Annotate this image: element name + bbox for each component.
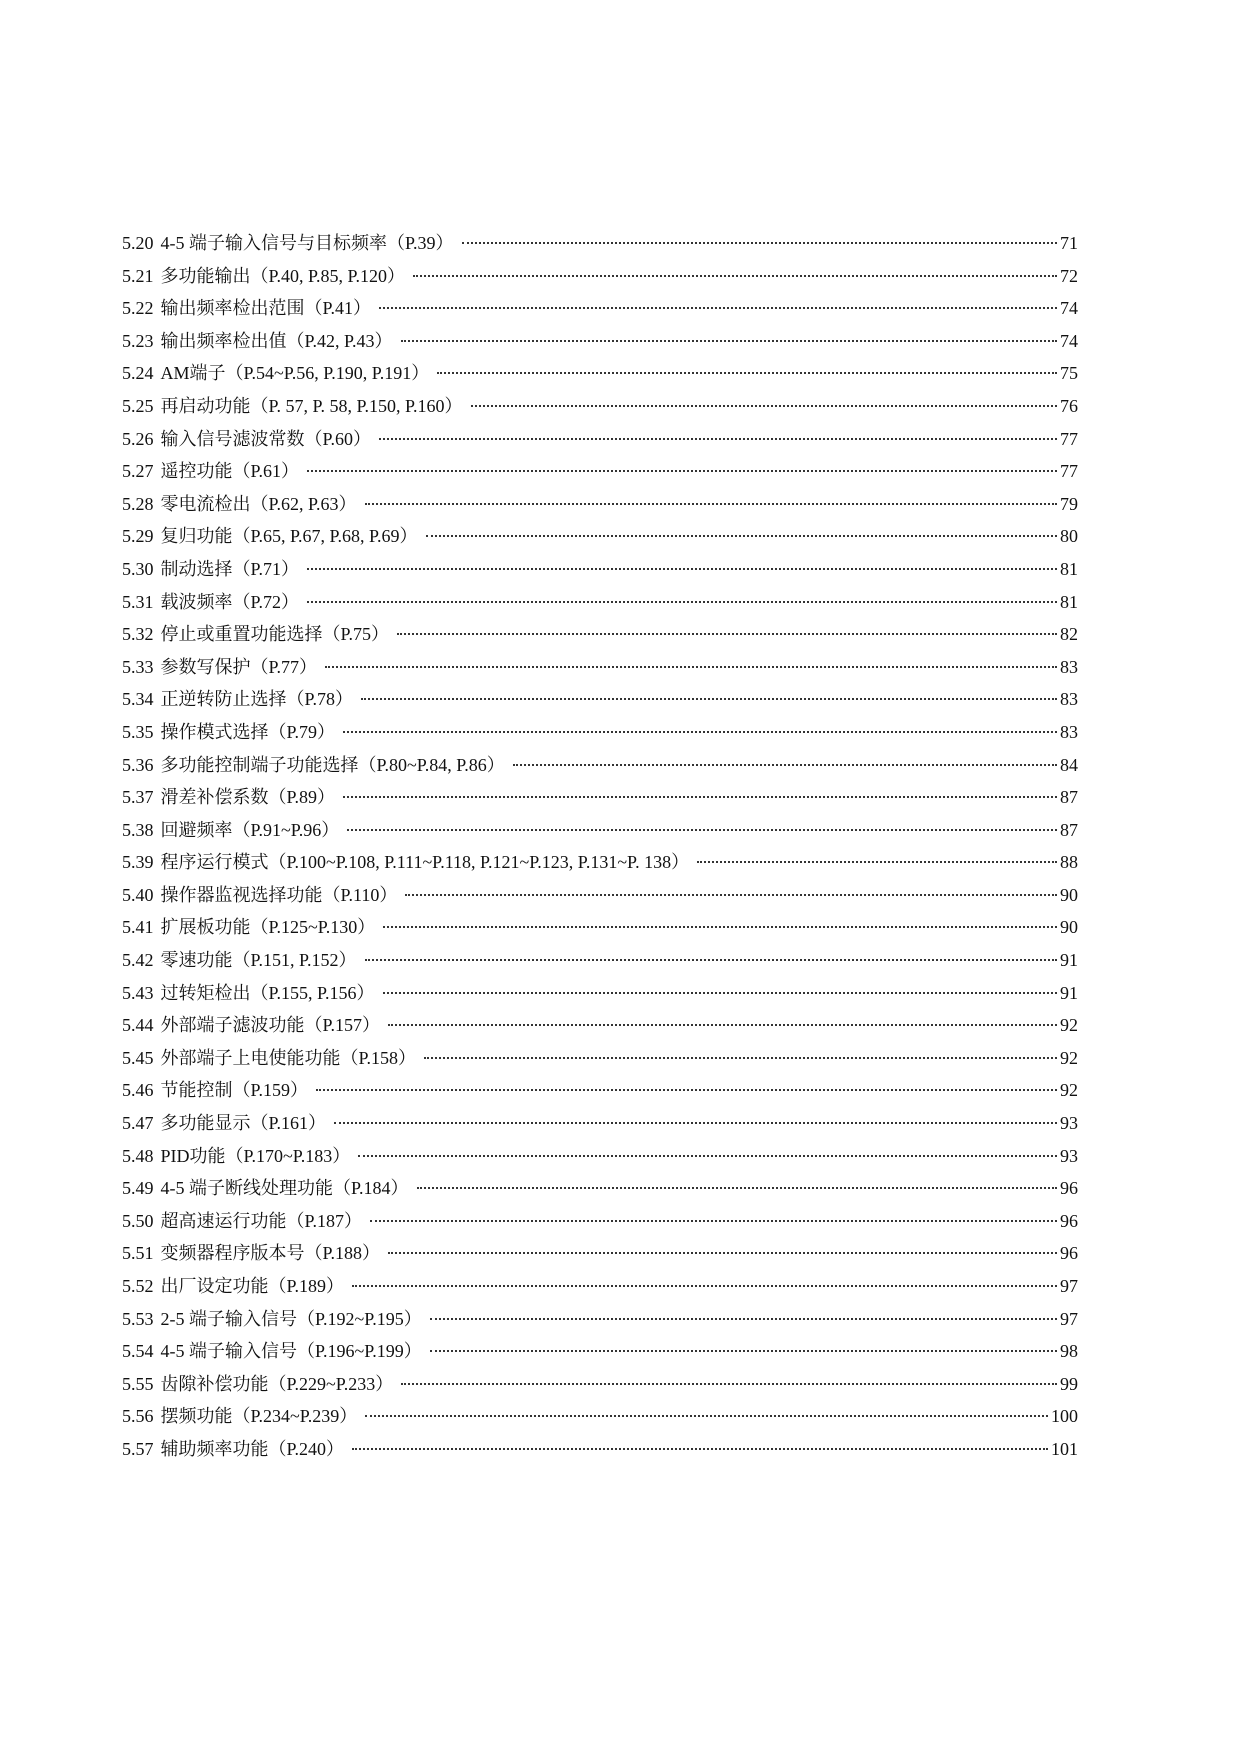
toc-entry-number: 5.34: [122, 689, 154, 710]
toc-entry-page: 81: [1060, 558, 1078, 579]
toc-entry-title: 变频器程序版本号（P.188）: [160, 1243, 381, 1264]
toc-entry-page: 87: [1060, 819, 1078, 840]
toc-entry[interactable]: [122, 1270, 1078, 1303]
toc-entry-page: 76: [1060, 395, 1078, 416]
toc-entry-title: 回避频率（P.91~P.96）: [160, 819, 340, 840]
toc-entry-title: 零电流检出（P.62, P.63）: [160, 493, 357, 514]
toc-entry[interactable]: [122, 1172, 1078, 1205]
toc-entry-number: 5.31: [122, 591, 154, 612]
toc-entry-number: 5.23: [122, 330, 154, 351]
toc-entry[interactable]: [122, 1368, 1078, 1401]
toc-entry-title: 程序运行模式（P.100~P.108, P.111~P.118, P.121~P.123, P.131~P. 138）: [160, 852, 690, 873]
toc-entry-page: 90: [1060, 917, 1078, 938]
toc-entry-number: 5.20: [122, 233, 154, 253]
toc-entry[interactable]: [122, 455, 1078, 488]
toc-dot-leader: [365, 1415, 1048, 1417]
toc-entry-page: 79: [1060, 493, 1078, 514]
toc-entry-title: 操作模式选择（P.79）: [160, 721, 336, 742]
toc-entry-number: 5.55: [122, 1373, 154, 1394]
toc-entry[interactable]: [122, 1042, 1078, 1075]
toc-entry[interactable]: [122, 683, 1078, 716]
toc-entry-title: 外部端子滤波功能（P.157）: [160, 1015, 381, 1036]
toc-entry-title: 外部端子上电使能功能（P.158）: [160, 1047, 417, 1068]
toc-entry-number: 5.54: [122, 1341, 154, 1362]
toc-entry-number: 5.35: [122, 721, 154, 742]
toc-entry-page: 77: [1060, 461, 1078, 482]
toc-entry-title: 输出频率检出值（P.42, P.43）: [160, 330, 393, 351]
toc-entry-title: 复归功能（P.65, P.67, P.68, P.69）: [160, 526, 418, 547]
toc-entry-number: 5.30: [122, 558, 154, 579]
toc-entry[interactable]: [122, 977, 1078, 1010]
toc-dot-leader: [471, 405, 1057, 407]
toc-entry-page: 97: [1060, 1308, 1078, 1329]
toc-entry-title: 超高速运行功能（P.187）: [160, 1210, 363, 1231]
toc-entry[interactable]: [122, 260, 1078, 293]
toc-entry-number: 5.48: [122, 1145, 154, 1166]
toc-entry[interactable]: [122, 1400, 1078, 1433]
toc-entry-number: 5.52: [122, 1276, 154, 1296]
toc-entry[interactable]: [122, 846, 1078, 879]
toc-entry[interactable]: [122, 911, 1078, 944]
toc-entry-title: 多功能输出（P.40, P.85, P.120）: [160, 265, 406, 286]
toc-entry-number: 5.27: [122, 461, 154, 482]
toc-dot-leader: [401, 340, 1057, 342]
toc-entry-title: 摆频功能（P.234~P.239）: [160, 1406, 358, 1427]
toc-entry[interactable]: [122, 651, 1078, 684]
toc-entry-title: 停止或重置功能选择（P.75）: [160, 624, 390, 645]
toc-entry-number: 5.26: [122, 428, 154, 449]
toc-entry[interactable]: [122, 1237, 1078, 1270]
toc-entry-number: 5.42: [122, 950, 154, 971]
toc-entry-number: 5.36: [122, 754, 154, 775]
toc-entry-page: 83: [1060, 721, 1078, 742]
toc-entry-page: 88: [1060, 852, 1078, 873]
toc-entry-number: 5.28: [122, 493, 154, 514]
toc-entry-title: 制动选择（P.71）: [160, 558, 300, 579]
toc-dot-leader: [352, 1285, 1057, 1287]
toc-entry-page: 83: [1060, 689, 1078, 710]
toc-entry[interactable]: [122, 357, 1078, 390]
toc-entry-title: 多功能控制端子功能选择（P.80~P.84, P.86）: [160, 754, 505, 775]
toc-dot-leader: [388, 1024, 1057, 1026]
toc-entry[interactable]: [122, 944, 1078, 977]
toc-entry-title: 操作器监视选择功能（P.110）: [160, 884, 398, 905]
toc-entry-page: 101: [1051, 1438, 1078, 1459]
toc-entry-title: 遥控功能（P.61）: [160, 461, 300, 482]
toc-entry[interactable]: [122, 553, 1078, 586]
toc-dot-leader: [397, 633, 1057, 635]
toc-dot-leader: [358, 1155, 1057, 1157]
toc-entry-number: 5.49: [122, 1178, 154, 1199]
toc-entry[interactable]: [122, 488, 1078, 521]
toc-entry-number: 5.44: [122, 1015, 154, 1036]
toc-entry-title: 输出频率检出范围（P.41）: [160, 298, 372, 319]
toc-dot-leader: [437, 372, 1057, 374]
toc-entry-page: 77: [1060, 428, 1078, 449]
toc-dot-leader: [401, 1383, 1057, 1385]
toc-entry-title: AM端子（P.54~P.56, P.190, P.191）: [160, 363, 430, 384]
toc-dot-leader: [388, 1252, 1057, 1254]
toc-entry-number: 5.50: [122, 1210, 154, 1231]
toc-entry-number: 5.53: [122, 1308, 154, 1329]
toc-entry-page: 72: [1060, 265, 1078, 286]
toc-entry-page: 96: [1060, 1210, 1078, 1231]
toc-entry-title: 2-5 端子输入信号（P.192~P.195）: [160, 1308, 422, 1329]
toc-dot-leader: [316, 1089, 1057, 1091]
toc-entry-title: 节能控制（P.159）: [160, 1080, 309, 1101]
toc-entry-page: 83: [1060, 656, 1078, 677]
toc-entry-page: 71: [1060, 233, 1078, 253]
toc-entry-page: 96: [1060, 1243, 1078, 1264]
toc-entry-number: 5.40: [122, 884, 154, 905]
toc-entry-title: 滑差补偿系数（P.89）: [160, 787, 336, 808]
toc-dot-leader: [430, 1318, 1057, 1320]
toc-entry[interactable]: [122, 520, 1078, 553]
toc-dot-leader: [417, 1187, 1057, 1189]
toc-entry-number: 5.43: [122, 982, 154, 1003]
toc-entry-number: 5.39: [122, 852, 154, 873]
toc-entry[interactable]: [122, 586, 1078, 619]
toc-entry-page: 75: [1060, 363, 1078, 384]
toc-entry-page: 92: [1060, 1015, 1078, 1036]
toc-dot-leader: [430, 1350, 1057, 1352]
toc-entry[interactable]: [122, 716, 1078, 749]
toc-entry-page: 82: [1060, 624, 1078, 645]
toc-entry[interactable]: [122, 325, 1078, 358]
toc-entry-page: 91: [1060, 982, 1078, 1003]
toc-entry-title: 4-5 端子输入信号（P.196~P.199）: [160, 1341, 422, 1362]
toc-entry[interactable]: [122, 1303, 1078, 1336]
toc-dot-leader: [383, 992, 1057, 994]
toc-entry-title: 零速功能（P.151, P.152）: [160, 950, 357, 971]
toc-entry[interactable]: [122, 1009, 1078, 1042]
toc-entry-page: 93: [1060, 1113, 1078, 1134]
toc-dot-leader: [383, 926, 1057, 928]
toc-entry-number: 5.45: [122, 1047, 154, 1068]
toc-entry-page: 97: [1060, 1276, 1078, 1296]
toc-entry-page: 81: [1060, 591, 1078, 612]
toc-entry-page: 84: [1060, 754, 1078, 775]
toc-entry[interactable]: [122, 1140, 1078, 1173]
toc-entry-number: 5.29: [122, 526, 154, 547]
toc-dot-leader: [405, 894, 1057, 896]
toc-entry-title: PID功能（P.170~P.183）: [160, 1145, 351, 1166]
toc-dot-leader: [347, 829, 1057, 831]
toc-entry-page: 99: [1060, 1373, 1078, 1394]
toc-entry-page: 96: [1060, 1178, 1078, 1199]
toc-entry-page: 100: [1051, 1406, 1078, 1427]
toc-dot-leader: [413, 275, 1057, 277]
toc-entry-title: 正逆转防止选择（P.78）: [160, 689, 354, 710]
toc-entry-title: 过转矩检出（P.155, P.156）: [160, 982, 375, 1003]
toc-entry-title: 参数写保护（P.77）: [160, 656, 318, 677]
toc-entry-title: 输入信号滤波常数（P.60）: [160, 428, 372, 449]
toc-entry-number: 5.21: [122, 265, 154, 286]
toc-dot-leader: [307, 601, 1057, 603]
toc-entry[interactable]: [122, 292, 1078, 325]
toc-entry-page: 92: [1060, 1080, 1078, 1101]
toc-dot-leader: [365, 503, 1057, 505]
toc-dot-leader: [307, 470, 1057, 472]
toc-entry-number: 5.47: [122, 1113, 154, 1134]
toc-entry[interactable]: [122, 1107, 1078, 1140]
toc-dot-leader: [352, 1448, 1048, 1450]
toc-entry-page: 90: [1060, 884, 1078, 905]
toc-dot-leader: [379, 438, 1057, 440]
toc-entry-title: 4-5 端子断线处理功能（P.184）: [160, 1178, 409, 1199]
toc-entry-title: 载波频率（P.72）: [160, 591, 300, 612]
toc-entry-title: 再启动功能（P. 57, P. 58, P.150, P.160）: [160, 395, 463, 416]
toc-entry-number: 5.56: [122, 1406, 154, 1427]
toc-dot-leader: [365, 959, 1057, 961]
toc-entry-title: 出厂设定功能（P.189）: [160, 1276, 345, 1296]
toc-entry-title: 齿隙补偿功能（P.229~P.233）: [160, 1373, 394, 1394]
toc-entry-title: 辅助频率功能（P.240）: [160, 1438, 345, 1459]
toc-entry[interactable]: [122, 781, 1078, 814]
toc-entry-number: 5.25: [122, 395, 154, 416]
toc-entry[interactable]: [122, 1074, 1078, 1107]
toc-dot-leader: [697, 861, 1057, 863]
toc-entry[interactable]: [122, 423, 1078, 456]
toc-entry-title: 多功能显示（P.161）: [160, 1113, 327, 1134]
toc-dot-leader: [307, 568, 1057, 570]
toc-entry[interactable]: [122, 1433, 1078, 1466]
toc-entry[interactable]: [122, 227, 1078, 260]
toc-dot-leader: [426, 535, 1057, 537]
toc-dot-leader: [424, 1057, 1057, 1059]
toc-dot-leader: [343, 796, 1057, 798]
toc-entry[interactable]: [122, 879, 1078, 912]
toc-entry-number: 5.51: [122, 1243, 154, 1264]
toc-entry-page: 74: [1060, 330, 1078, 351]
toc-entry-title: 扩展板功能（P.125~P.130）: [160, 917, 376, 938]
toc-entry[interactable]: [122, 814, 1078, 847]
toc-dot-leader: [513, 764, 1057, 766]
toc-entry-number: 5.46: [122, 1080, 154, 1101]
toc-entry[interactable]: [122, 749, 1078, 782]
toc-entry-page: 80: [1060, 526, 1078, 547]
toc-entry-number: 5.32: [122, 624, 154, 645]
table-of-contents: [122, 227, 1078, 1466]
toc-entry[interactable]: [122, 618, 1078, 651]
toc-dot-leader: [379, 307, 1057, 309]
toc-entry-page: 91: [1060, 950, 1078, 971]
toc-dot-leader: [325, 666, 1057, 668]
toc-entry-number: 5.41: [122, 917, 154, 938]
toc-entry-page: 87: [1060, 787, 1078, 808]
toc-entry[interactable]: [122, 1205, 1078, 1238]
toc-entry-page: 98: [1060, 1341, 1078, 1362]
toc-entry-number: 5.37: [122, 787, 154, 808]
toc-dot-leader: [343, 731, 1057, 733]
toc-dot-leader: [334, 1122, 1057, 1124]
toc-entry[interactable]: [122, 390, 1078, 423]
toc-entry[interactable]: [122, 1335, 1078, 1368]
toc-entry-number: 5.38: [122, 819, 154, 840]
toc-entry-number: 5.22: [122, 298, 154, 319]
toc-dot-leader: [361, 698, 1057, 700]
toc-entry-page: 92: [1060, 1047, 1078, 1068]
toc-dot-leader: [462, 242, 1057, 244]
toc-entry-number: 5.33: [122, 656, 154, 677]
toc-entry-page: 93: [1060, 1145, 1078, 1166]
toc-entry-page: 74: [1060, 298, 1078, 319]
toc-entry-title: 4-5 端子输入信号与目标频率（P.39）: [160, 233, 454, 253]
toc-dot-leader: [370, 1220, 1057, 1222]
toc-entry-number: 5.57: [122, 1438, 154, 1459]
toc-entry-number: 5.24: [122, 363, 154, 384]
